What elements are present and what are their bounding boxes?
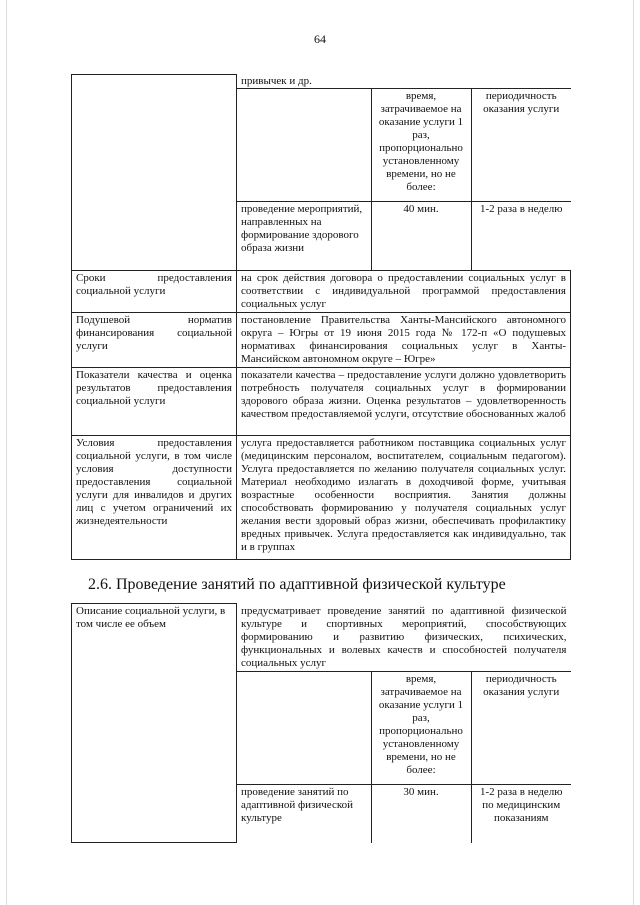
empty-cell xyxy=(237,89,371,202)
table-row xyxy=(72,367,571,435)
row-value: на срок действия договора о предоставлении социальных услуг в соответствии с индивидуальной программой предоставления социальных услуг xyxy=(237,270,571,312)
time-period-subtable xyxy=(237,672,571,843)
table-row xyxy=(237,785,571,843)
row-value: услуга предоставляется работником поставщика социальных услуг (медицинским персоналом, воспитателем, социальным педагогом). Услуга предоставляется по желанию получателя социальных услуг. Материал необходимо излагать в доходчивой форме, учитывая возрастные особенности восприятия. Занятия должны способствовать формированию у получателя социальных услуг желания вести здоровый образ жизни, обеспечивать профилактику вредных привычек. Услуга предоставляется как индивидуально, так и в группах xyxy=(237,435,571,559)
table-row xyxy=(72,270,571,312)
service-description-table xyxy=(71,603,571,843)
activity-name: проведение мероприятий, направленных на формирование здорового образа жизни xyxy=(237,202,371,270)
header-time: время, затрачиваемое на оказание услуги 1 раз, пропорционально установленному времени, но не более: xyxy=(371,89,471,202)
table-row xyxy=(237,202,571,270)
page-number: 64 xyxy=(314,32,326,46)
header-period: периодичность оказания услуги xyxy=(471,89,571,202)
page-edge-right xyxy=(633,0,634,905)
service-description: предусматривает проведение занятий по адаптивной физической культуре и спортивных мероприятий, способствующих формированию и развитию физических, психических, функциональных и волевых качеств и способностей получателя социальных услуг xyxy=(237,604,571,672)
empty-cell xyxy=(237,672,371,785)
row-value: постановление Правительства Ханты-Мансийского автономного округа – Югры от 19 июня 2015 года № 172-п «О подушевых нормативах финансирования социальных услуг в Ханты-Мансийском автономном округе – Югре» xyxy=(237,312,571,367)
table-row xyxy=(72,312,571,367)
header-time: время, затрачиваемое на оказание услуги 1 раз, пропорционально установленному времени, но не более: xyxy=(371,672,471,785)
section-title: 2.6. Проведение занятий по адаптивной физической культуре xyxy=(88,576,506,593)
header-period: периодичность оказания услуги xyxy=(471,672,571,785)
page-edge-left xyxy=(6,0,7,905)
activity-period: 1-2 раза в неделю по медицинским показаниям xyxy=(471,785,571,843)
row-value: показатели качества – предоставление услуги должно удовлетворить потребность получателя социальных услуг в формировании здорового образа жизни. Оценка результатов – удовлетворенность качеством предоставляемой услуги, отсутствие обоснованных жалоб xyxy=(237,367,571,435)
row-label: Подушевой норматив финансирования социальной услуги xyxy=(72,312,237,367)
activity-time: 40 мин. xyxy=(371,202,471,270)
activity-name: проведение занятий по адаптивной физической культуре xyxy=(237,785,371,843)
table-row xyxy=(72,435,571,559)
row-label: Сроки предоставления социальной услуги xyxy=(72,270,237,312)
services-table-continued xyxy=(71,74,571,560)
row-label: Описание социальной услуги, в том числе ее объем xyxy=(72,604,237,843)
table-row xyxy=(72,75,571,271)
row-label: Условия предоставления социальной услуги, в том числе условия доступности предоставления социальной услуги для инвалидов и других лиц с учетом ограничений их жизнедеятельности xyxy=(72,435,237,559)
table-row xyxy=(237,672,571,785)
continued-text: привычек и др. xyxy=(237,75,571,89)
table-row xyxy=(237,89,571,202)
row-label: Показатели качества и оценка результатов предоставления социальной услуги xyxy=(72,367,237,435)
time-period-subtable xyxy=(237,89,571,270)
activity-time: 30 мин. xyxy=(371,785,471,843)
table-row xyxy=(72,604,571,843)
empty-label-cell xyxy=(72,75,237,271)
activity-period: 1-2 раза в неделю xyxy=(471,202,571,270)
